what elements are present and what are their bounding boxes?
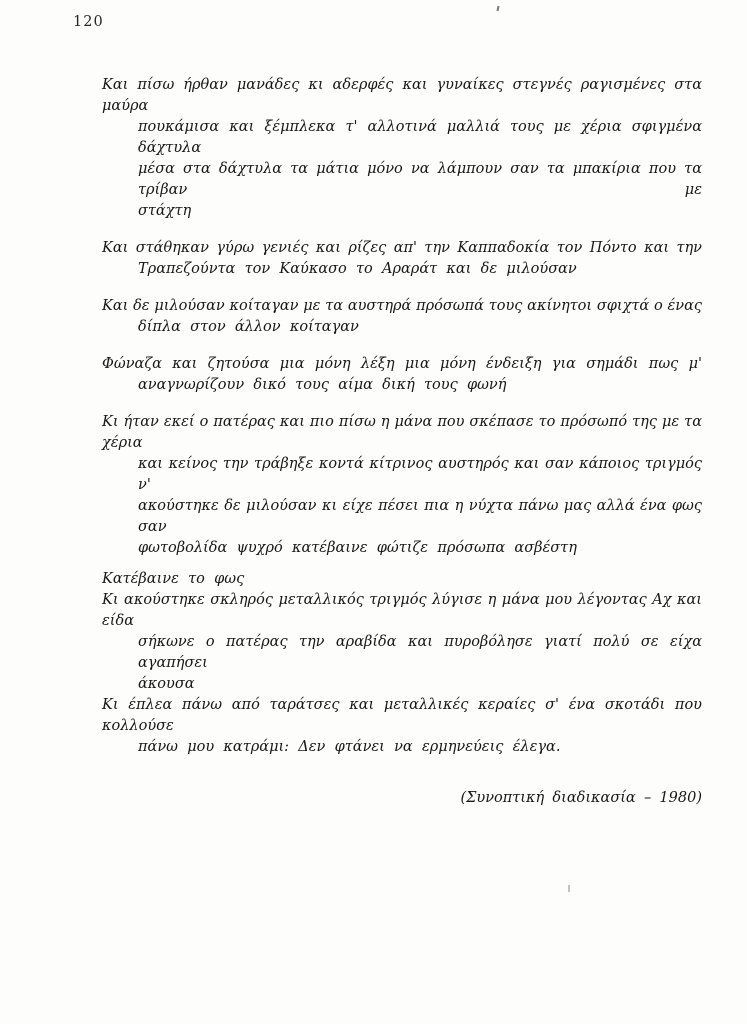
poem-stanza: [102, 569, 702, 590]
poem-line: φωτοβολίδα ψυχρό κατέβαινε φώτιζε πρόσωπα ασβέστη: [138, 540, 577, 556]
poem-line: ακούστηκε δε μιλούσαν κι είχε πέσει πια η νύχτα πάνω μας αλλά ένα φως σαν: [138, 498, 702, 535]
poem-line: Κι ακούστηκε σκληρός μεταλλικός τριγμός λύγισε η μάνα μου λέγοντας Αχ και είδα: [102, 592, 702, 629]
poem-line: Φώναζα και ζητούσα μια μόνη λέξη μια μόνη ένδειξη για σημάδι πως μ': [102, 356, 702, 372]
poem-line: πάνω μου κατράμι: Δεν φτάνει να ερμηνεύεις έλεγα.: [138, 739, 561, 755]
poem-stanza: [102, 412, 702, 559]
poem-line: Τραπεζούντα τον Καύκασο το Αραράτ και δε μιλούσαν: [138, 261, 577, 277]
poem-line: Κι ήταν εκεί ο πατέρας και πιο πίσω η μάνα που σκέπασε το πρόσωπό της με τα χέρια: [102, 414, 702, 451]
poem-line: Κι έπλεα πάνω από ταράτσες και μεταλλικές κεραίες σ' ένα σκοτάδι που κολλούσε: [102, 697, 702, 734]
poem-stanza: [102, 238, 702, 280]
poem-line: Και δε μιλούσαν κοίταγαν με τα αυστηρά πρόσωπά τους ακίνητοι σφιχτά ο ένας: [102, 298, 702, 314]
poem-line: μέσα στα δάχτυλα τα μάτια μόνο να λάμπουν σαν τα μπακίρια που τα τρίβαν με: [138, 161, 702, 198]
poem-stanza: [102, 354, 702, 396]
poem-stanza: [102, 75, 702, 222]
scan-artifact: [497, 6, 500, 11]
poem-stanza: [102, 590, 702, 695]
poem-line: αναγνωρίζουν δικό τους αίμα δική τους φωνή: [138, 377, 507, 393]
poem-line: Και πίσω ήρθαν μανάδες κι αδερφές και γυναίκες στεγνές ραγισμένες στα μαύρα: [102, 77, 702, 114]
page-number: 120: [73, 14, 104, 30]
poem-line: άκουσα: [138, 676, 195, 692]
poem-text-block: [102, 75, 702, 809]
poem-stanza: [102, 296, 702, 338]
poem-attribution: (Συνοπτική διαδικασία – 1980): [460, 790, 702, 806]
poem-line: σήκωνε ο πατέρας την αραβίδα και πυροβόλησε γιατί πολύ σε είχα αγαπήσει: [138, 634, 702, 671]
poem-stanza: [102, 695, 702, 758]
poem-line: πουκάμισα και ξέμπλεκα τ' αλλοτινά μαλλιά τους με χέρια σφιγμένα δάχτυλα: [138, 119, 702, 156]
poem-line: Κατέβαινε το φως: [102, 571, 245, 587]
poem-line: και κείνος την τράβηξε κοντά κίτρινος αυστηρός και σαν κάποιος τριγμός ν': [138, 456, 702, 493]
poem-line: στάχτη: [138, 203, 192, 219]
poem-line: Και στάθηκαν γύρω γενιές και ρίζες απ' την Καππαδοκία τον Πόντο και την: [102, 240, 702, 256]
scan-artifact: [568, 885, 570, 892]
poem-line: δίπλα στον άλλον κοίταγαν: [138, 319, 359, 335]
